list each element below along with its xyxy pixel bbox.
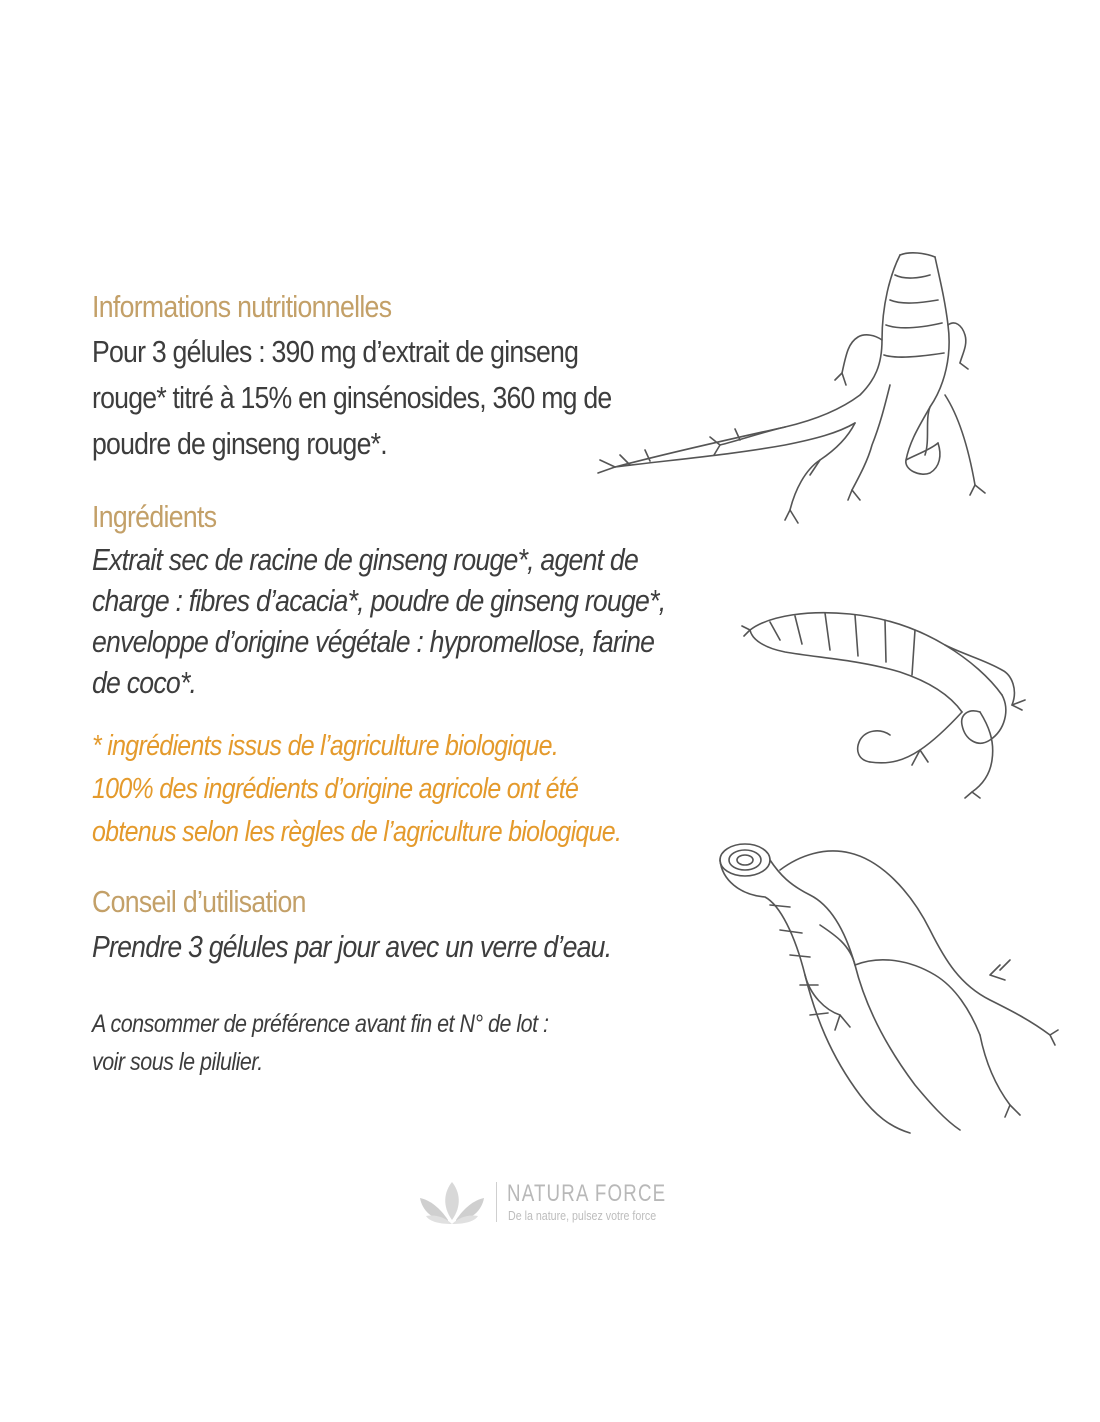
ingredients-heading: Ingrédients — [92, 499, 217, 534]
nutrition-heading: Informations nutritionnelles — [92, 289, 392, 324]
brand-tagline: De la nature, pulsez votre force — [508, 1208, 657, 1223]
ingredients-line: enveloppe d’origine végétale : hypromellose, farine — [92, 624, 655, 659]
ingredients-line: Extrait sec de racine de ginseng rouge*, agent de — [92, 542, 639, 577]
ingredients-text — [92, 539, 711, 703]
organic-note — [92, 725, 694, 854]
usage-heading: Conseil d’utilisation — [92, 884, 306, 919]
usage-line: Prendre 3 gélules par jour avec un verre d’eau. — [92, 929, 612, 964]
nutrition-line: rouge* titré à 15% en ginsénosides, 360 mg de — [92, 380, 612, 415]
nutrition-line: poudre de ginseng rouge*. — [92, 426, 387, 461]
brand-name: NATURA FORCE — [507, 1180, 667, 1207]
usage-text — [92, 924, 711, 970]
ginseng-root-icon — [740, 600, 1040, 800]
organic-note-line: obtenus selon les règles de l’agriculture biologique. — [92, 816, 622, 848]
storage-line: voir sous le pilulier. — [92, 1048, 263, 1076]
ingredients-line: charge : fibres d’acacia*, poudre de ginseng rouge*, — [92, 583, 666, 618]
storage-line: A consommer de préférence avant fin et N° de lot : — [92, 1010, 549, 1038]
organic-note-line: 100% des ingrédients d’origine agricole ont été — [92, 773, 579, 805]
ginseng-root-icon — [590, 245, 1000, 530]
logo-divider — [496, 1182, 497, 1222]
usage-section — [92, 880, 812, 970]
organic-note-line: * ingrédients issus de l’agriculture biologique. — [92, 730, 559, 762]
storage-note — [92, 1005, 642, 1081]
nutrition-line: Pour 3 gélules : 390 mg d’extrait de ginseng — [92, 334, 579, 369]
ginseng-root-icon — [710, 835, 1060, 1135]
ingredients-line: de coco*. — [92, 665, 197, 700]
lotus-icon — [418, 1178, 486, 1224]
brand-footer — [418, 1178, 688, 1228]
